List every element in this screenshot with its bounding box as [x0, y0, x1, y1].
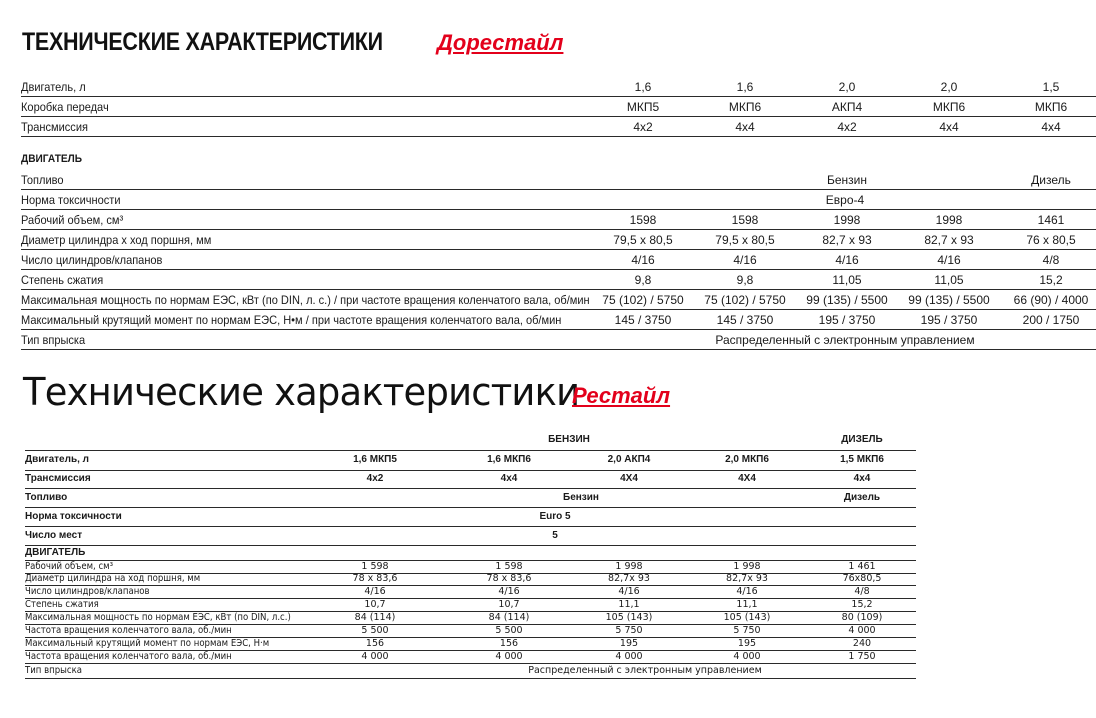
cell: 1 750 [848, 651, 876, 662]
cell: 195 / 3750 [818, 313, 876, 327]
table-row [21, 229, 1096, 250]
cell: 1,5 [1042, 80, 1060, 94]
cell: 4 000 [361, 651, 389, 662]
cell: 1 998 [615, 561, 643, 572]
cell: 4/16 [937, 253, 961, 267]
row-label: Максимальный крутящий момент по нормам ЕЭС, Н·м [25, 638, 270, 649]
cell: МКП5 [626, 100, 660, 114]
row-label: Рабочий объем, см³ [21, 213, 124, 227]
cell: 4/16 [618, 586, 640, 597]
cell: 4/16 [736, 586, 758, 597]
cell: 145 / 3750 [614, 313, 672, 327]
table-row [25, 450, 916, 471]
cell: 99 (135) / 5500 [908, 293, 990, 307]
cell: 195 / 3750 [920, 313, 978, 327]
row-label: Число цилиндров/клапанов [21, 253, 163, 267]
table-row [21, 169, 1096, 190]
group-header-petrol: БЕНЗИН [548, 434, 590, 445]
row-label: Топливо [21, 173, 64, 187]
row-label: Максимальная мощность по нормам ЕЭС, кВт (по DIN, л. с.) / при частоте вращения коленчатого вала, об/мин [21, 293, 590, 307]
table-row [21, 189, 1096, 210]
cell: 66 (90) / 4000 [1013, 293, 1089, 307]
cell: 2,0 МКП6 [725, 454, 769, 465]
cell: Euro 5 [539, 511, 571, 522]
cell: 82,7 x 93 [822, 233, 872, 247]
table-row [21, 76, 1096, 97]
table-row [25, 527, 916, 546]
cell: 1 598 [361, 561, 389, 572]
section-heading-engine: ДВИГАТЕЛЬ [25, 547, 86, 558]
cell: 4x4 [853, 473, 871, 484]
cell: 78 x 83,6 [486, 573, 532, 584]
cell: 82,7x 93 [608, 573, 650, 584]
cell: 4/16 [835, 253, 859, 267]
cell: 84 (114) [354, 612, 396, 623]
table-row [21, 309, 1096, 330]
table-row [21, 209, 1096, 230]
cell: 1998 [935, 213, 963, 227]
cell: 156 [365, 638, 385, 649]
table-row [25, 489, 916, 508]
cell: 82,7 x 93 [924, 233, 974, 247]
table-row [25, 573, 916, 586]
cell: 195 [619, 638, 639, 649]
cell: 1,6 [634, 80, 652, 94]
row-label: Диаметр цилиндра х ход поршня, мм [21, 233, 212, 247]
cell: МКП6 [728, 100, 762, 114]
cell: Бензин [563, 492, 599, 503]
cell: 79,5 x 80,5 [613, 233, 673, 247]
cell: 4/16 [631, 253, 655, 267]
cell: 76 x 80,5 [1026, 233, 1076, 247]
cell: 11,05 [934, 273, 964, 287]
row-label: Коробка передач [21, 100, 109, 114]
cell: 5 [552, 530, 558, 541]
cell: 4/16 [498, 586, 520, 597]
cell: 79,5 x 80,5 [715, 233, 775, 247]
row-label: Норма токсичности [21, 193, 121, 207]
cell: 4x2 [633, 120, 653, 134]
cell: 4 000 [733, 651, 761, 662]
cell: Евро-4 [825, 193, 865, 207]
cell: 82,7x 93 [726, 573, 768, 584]
table-row [25, 560, 916, 574]
row-label: Частота вращения коленчатого вала, об./мин [25, 651, 232, 662]
cell: 15,2 [851, 599, 873, 610]
cell: АКП4 [831, 100, 863, 114]
row-label: Максимальная мощность по нормам ЕЭС, кВт (по DIN, л.с.) [25, 612, 291, 623]
cell: МКП6 [932, 100, 966, 114]
cell: 4x4 [939, 120, 959, 134]
row-label: Топливо [25, 492, 68, 503]
row-label: Частота вращения коленчатого вала, об./мин [25, 625, 232, 636]
row-label: Двигатель, л [25, 454, 90, 465]
table-row [25, 651, 916, 664]
cell: 4/16 [733, 253, 757, 267]
cell: 1 461 [848, 561, 876, 572]
cell: 4X4 [620, 473, 638, 484]
cell: 4x4 [1041, 120, 1061, 134]
cell: 1,6 МКП5 [353, 454, 397, 465]
row-label: Степень сжатия [25, 599, 99, 610]
cell: 10,7 [498, 599, 520, 610]
cell: 105 (143) [723, 612, 771, 623]
cell: 4 000 [615, 651, 643, 662]
cell: 5 750 [733, 625, 761, 636]
row-label: Число мест [25, 530, 83, 541]
cell: 84 (114) [488, 612, 530, 623]
cell: Распределенный с электронным управлением [528, 665, 762, 676]
cell: МКП6 [1034, 100, 1068, 114]
section-heading-engine: ДВИГАТЕЛЬ [21, 153, 83, 165]
cell: 1598 [629, 213, 657, 227]
cell: 1 598 [495, 561, 523, 572]
cell: 2,0 [940, 80, 958, 94]
cell: 105 (143) [605, 612, 653, 623]
bottom-spec-title: Технические характеристики [23, 370, 580, 414]
pre-restyle-tag: Дорестайл [437, 30, 564, 55]
restyle-tag: Рестайл [572, 383, 671, 408]
row-label: Степень сжатия [21, 273, 104, 287]
cell: 1,5 МКП6 [840, 454, 884, 465]
cell: 200 / 1750 [1022, 313, 1080, 327]
cell: 1,6 МКП6 [487, 454, 531, 465]
table-row [25, 665, 916, 679]
cell: 4x4 [735, 120, 755, 134]
cell: 4/8 [1042, 253, 1060, 267]
cell: 75 (102) / 5750 [704, 293, 786, 307]
cell: Бензин [826, 173, 867, 187]
group-header-diesel: ДИЗЕЛЬ [841, 434, 883, 445]
cell: 1598 [731, 213, 759, 227]
row-label: Число цилиндров/клапанов [25, 586, 150, 597]
cell: 10,7 [364, 599, 386, 610]
table-row [21, 249, 1096, 270]
cell: 9,8 [736, 273, 754, 287]
table-row [25, 612, 916, 625]
table-row [21, 96, 1096, 117]
cell: 195 [737, 638, 757, 649]
cell: 2,0 АКП4 [607, 454, 651, 465]
table-row [25, 599, 916, 612]
cell: 5 750 [615, 625, 643, 636]
cell: 4 000 [848, 625, 876, 636]
cell: 4X4 [738, 473, 756, 484]
cell: 15,2 [1039, 273, 1063, 287]
table-row [21, 329, 1096, 350]
cell: 78 x 83,6 [352, 573, 398, 584]
cell: 156 [499, 638, 519, 649]
cell: 4x4 [500, 473, 518, 484]
cell: 11,05 [832, 273, 862, 287]
cell: 99 (135) / 5500 [806, 293, 888, 307]
table-row [25, 638, 916, 651]
cell: 1 998 [733, 561, 761, 572]
cell: 145 / 3750 [716, 313, 774, 327]
cell: Дизель [1031, 173, 1071, 187]
cell: 4 000 [495, 651, 523, 662]
cell: 75 (102) / 5750 [602, 293, 684, 307]
table-row [25, 625, 916, 638]
cell: 1998 [833, 213, 861, 227]
table-row [25, 508, 916, 527]
table-row [25, 586, 916, 599]
table-row [21, 116, 1096, 137]
cell: 4x2 [366, 473, 384, 484]
cell: 76x80,5 [842, 573, 882, 584]
cell: 4x2 [837, 120, 857, 134]
top-spec-title: ТЕХНИЧЕСКИЕ ХАРАКТЕРИСТИКИ [22, 28, 383, 56]
row-label: Тип впрыска [21, 333, 86, 347]
row-label: Двигатель, л [21, 80, 86, 94]
cell: 80 (109) [841, 612, 883, 623]
table-row [25, 470, 916, 489]
row-label: Норма токсичности [25, 511, 122, 522]
cell: 4/8 [854, 586, 870, 597]
row-label: Тип впрыска [25, 665, 83, 676]
table-row [21, 269, 1096, 290]
row-label: Трансмиссия [21, 120, 88, 134]
cell: 11,1 [736, 599, 758, 610]
cell: 1,6 [736, 80, 754, 94]
row-label: Трансмиссия [25, 473, 91, 484]
cell: Дизель [843, 492, 881, 503]
row-label: Рабочий объем, см³ [25, 561, 114, 572]
cell: 240 [852, 638, 872, 649]
cell: 5 500 [361, 625, 389, 636]
cell: 9,8 [634, 273, 652, 287]
cell: 5 500 [495, 625, 523, 636]
cell: 1461 [1037, 213, 1065, 227]
table-row [21, 289, 1096, 310]
row-label: Диаметр цилиндра на ход поршня, мм [25, 573, 201, 584]
row-label: Максимальный крутящий момент по нормам ЕЭС, Н•м / при частоте вращения коленчатого вала, об/мин [21, 313, 562, 327]
cell: 11,1 [618, 599, 640, 610]
cell: 2,0 [838, 80, 856, 94]
cell: 4/16 [364, 586, 386, 597]
cell: Распределенный с электронным управлением [715, 333, 975, 347]
